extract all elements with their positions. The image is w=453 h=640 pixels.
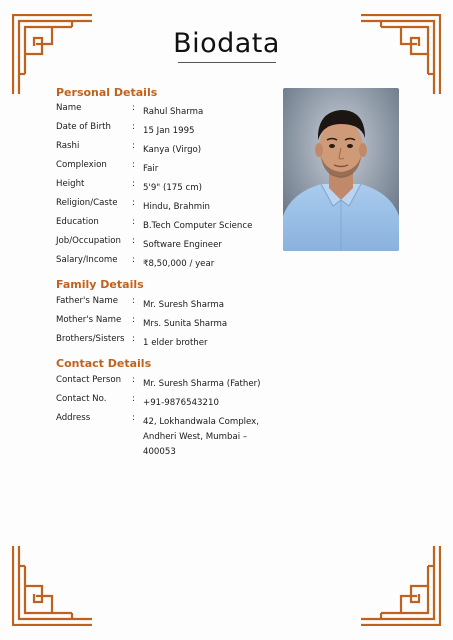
detail-row-name	[56, 103, 296, 121]
row-value: Mr. Suresh Sharma	[143, 300, 224, 310]
row-value: Fair	[143, 164, 159, 174]
row-colon: :	[132, 122, 135, 132]
row-value: Mr. Suresh Sharma (Father)	[143, 379, 261, 389]
row-label: Mother's Name	[56, 315, 122, 325]
corner-ornament-bottom-right	[359, 544, 441, 626]
detail-row-education	[56, 217, 296, 235]
page-title: Biodata	[173, 28, 280, 59]
detail-row-siblings	[56, 334, 296, 352]
row-colon: :	[132, 255, 135, 265]
detail-row-rashi	[56, 141, 296, 159]
row-colon: :	[132, 141, 135, 151]
row-value: Hindu, Brahmin	[143, 202, 211, 212]
row-value: 5'9" (175 cm)	[143, 183, 202, 193]
section-heading-contact: Contact Details	[56, 357, 152, 370]
row-colon: :	[132, 179, 135, 189]
row-value: +91-9876543210	[143, 398, 219, 408]
row-label: Rashi	[56, 141, 80, 151]
detail-row-complexion	[56, 160, 296, 178]
row-colon: :	[132, 394, 135, 404]
detail-row-job-occupation	[56, 236, 296, 254]
row-colon: :	[132, 413, 135, 423]
row-value: 15 Jan 1995	[143, 126, 195, 136]
row-label: Father's Name	[56, 296, 118, 306]
row-colon: :	[132, 315, 135, 325]
detail-row-address	[56, 413, 296, 463]
detail-row-contact-number	[56, 394, 296, 412]
detail-row-date-of-birth	[56, 122, 296, 140]
row-value: 1 elder brother	[143, 338, 208, 348]
row-label: Religion/Caste	[56, 198, 118, 208]
row-colon: :	[132, 375, 135, 385]
section-heading-family: Family Details	[56, 278, 144, 291]
detail-row-contact-person	[56, 375, 296, 393]
row-label: Education	[56, 217, 99, 227]
row-label: Name	[56, 103, 82, 113]
profile-photo	[283, 88, 399, 251]
row-value: Kanya (Virgo)	[143, 145, 202, 155]
detail-row-height	[56, 179, 296, 197]
row-colon: :	[132, 236, 135, 246]
row-value: Mrs. Sunita Sharma	[143, 319, 228, 329]
row-colon: :	[132, 217, 135, 227]
row-value: Rahul Sharma	[143, 107, 204, 117]
detail-row-fathers-name	[56, 296, 296, 314]
row-label: Height	[56, 179, 85, 189]
row-label: Brothers/Sisters	[56, 334, 125, 344]
row-value: Software Engineer	[143, 240, 222, 250]
row-colon: :	[132, 103, 135, 113]
row-value: 42, Lokhandwala Complex, Andheri West, Mumbai – 400053	[143, 417, 259, 457]
detail-row-salary-income	[56, 255, 296, 273]
section-heading-personal: Personal Details	[56, 86, 158, 99]
row-colon: :	[132, 160, 135, 170]
detail-row-religion-caste	[56, 198, 296, 216]
row-label: Contact Person	[56, 375, 122, 385]
row-colon: :	[132, 198, 135, 208]
row-label: Contact No.	[56, 394, 107, 404]
row-label: Job/Occupation	[56, 236, 121, 246]
row-colon: :	[132, 334, 135, 344]
row-label: Complexion	[56, 160, 107, 170]
row-label: Salary/Income	[56, 255, 118, 265]
detail-row-mothers-name	[56, 315, 296, 333]
row-value: B.Tech Computer Science	[143, 221, 253, 231]
corner-ornament-bottom-left	[12, 544, 94, 626]
row-label: Date of Birth	[56, 122, 111, 132]
title-underline	[178, 62, 276, 63]
row-colon: :	[132, 296, 135, 306]
row-value: ₹8,50,000 / year	[143, 259, 215, 269]
row-label: Address	[56, 413, 91, 423]
